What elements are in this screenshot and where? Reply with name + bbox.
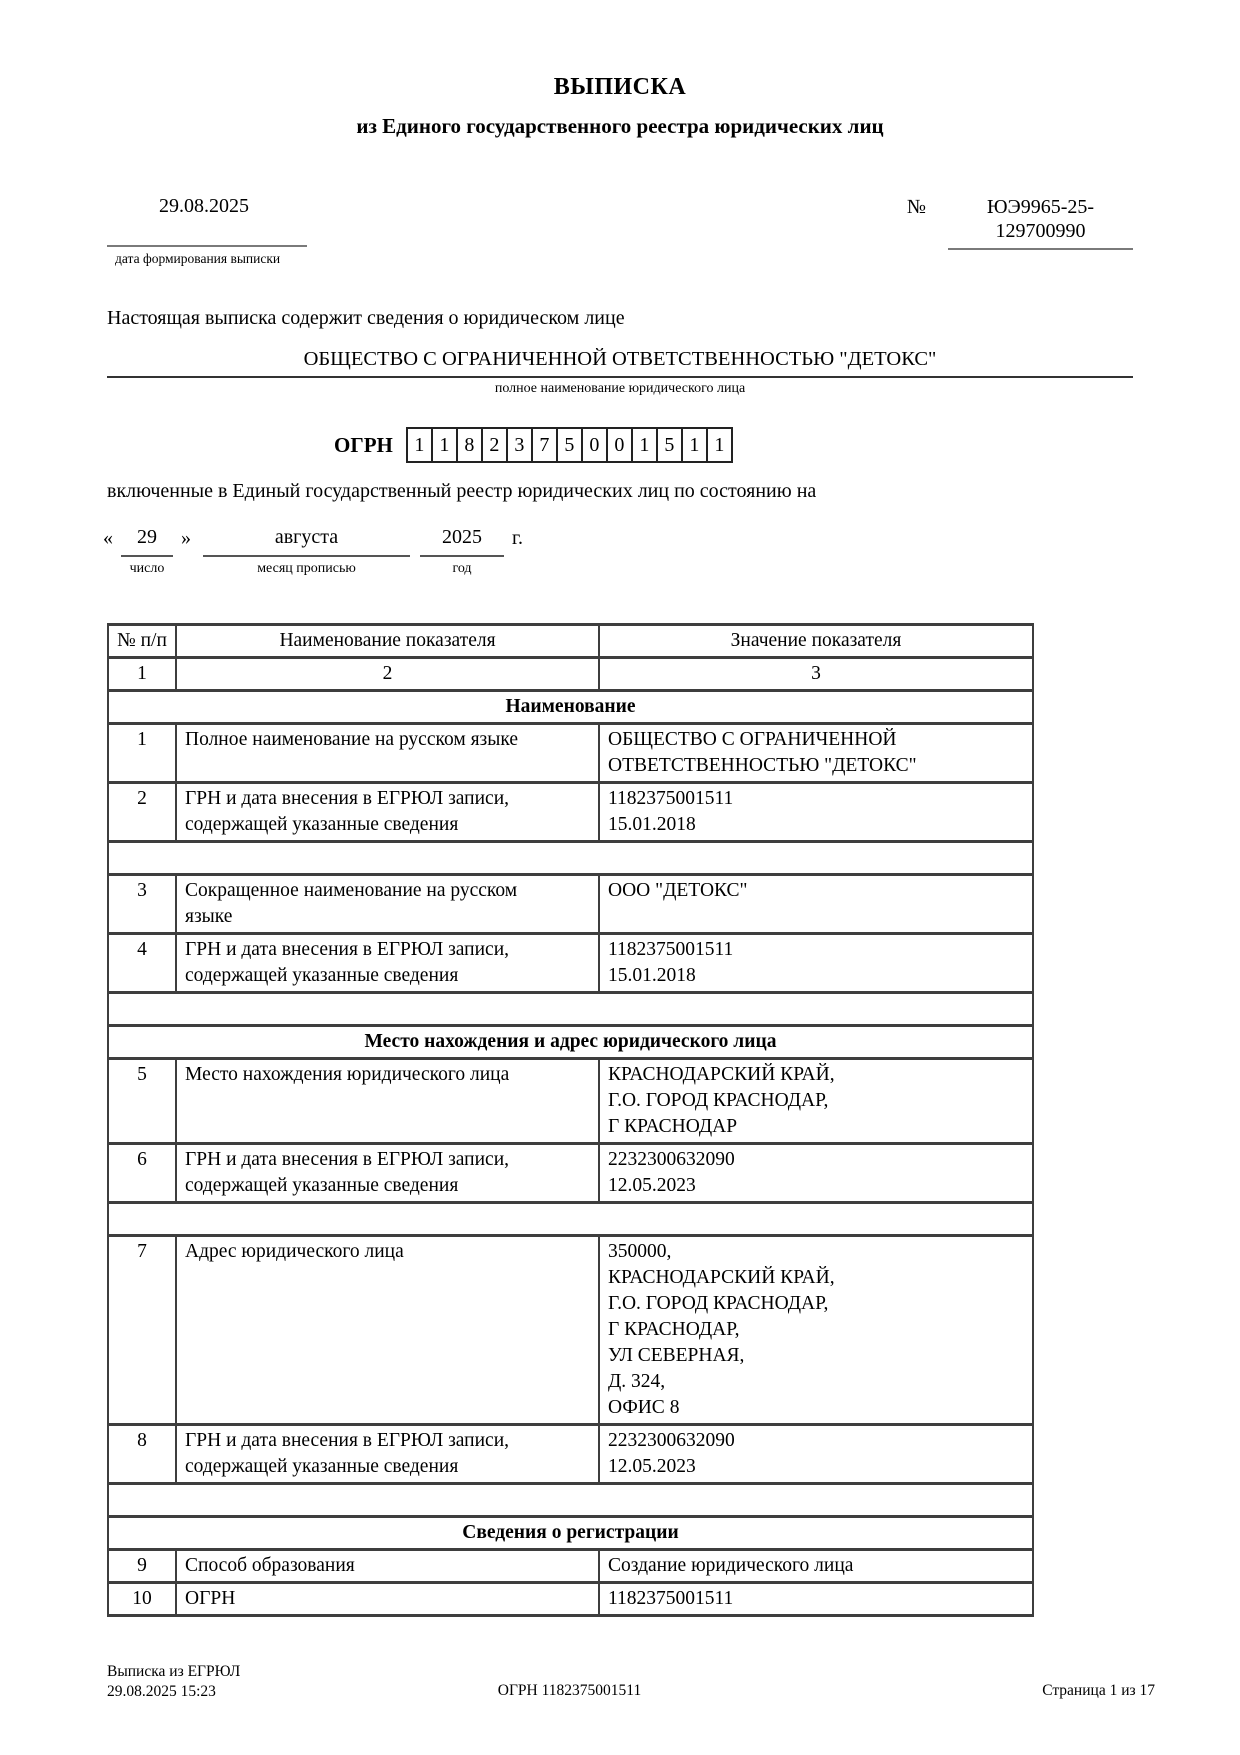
indicator-name-cell: ОГРН <box>176 1583 599 1616</box>
indicator-value-cell: 1182375001511 15.01.2018 <box>599 934 1033 993</box>
month-caption: месяц прописью <box>257 561 356 576</box>
ogrn-digit-boxes <box>406 427 733 463</box>
extract-number-line2: 129700990 <box>995 220 1086 242</box>
indicator-name-cell: ГРН и дата внесения в ЕГРЮЛ записи, содержащей указанные сведения <box>176 934 599 993</box>
indicator-value-cell: 350000, КРАСНОДАРСКИЙ КРАЙ, Г.О. ГОРОД КРАСНОДАР, Г КРАСНОДАР, УЛ СЕВЕРНАЯ, Д. 324, ОФИС 8 <box>599 1236 1033 1425</box>
document-subtitle: из Единого государственного реестра юридических лиц <box>356 114 884 138</box>
spacer-cell <box>108 1484 1033 1517</box>
indicator-name-cell: ГРН и дата внесения в ЕГРЮЛ записи, содержащей указанные сведения <box>176 783 599 842</box>
month-field <box>203 526 410 577</box>
year-caption: год <box>452 561 472 576</box>
ogrn-digit-box: 0 <box>581 427 608 463</box>
company-full-name: ОБЩЕСТВО С ОГРАНИЧЕННОЙ ОТВЕТСТВЕННОСТЬЮ "ДЕТОКС" <box>303 348 937 370</box>
row-number-cell: 5 <box>108 1059 176 1144</box>
indicator-value-cell: ОБЩЕСТВО С ОГРАНИЧЕННОЙ ОТВЕТСТВЕННОСТЬЮ "ДЕТОКС" <box>599 724 1033 783</box>
indicator-value-cell: 2232300632090 12.05.2023 <box>599 1425 1033 1484</box>
year-underline <box>420 555 504 557</box>
intro-line: Настоящая выписка содержит сведения о юридическом лице <box>107 307 625 329</box>
indicator-value-cell: ООО "ДЕТОКС" <box>599 875 1033 934</box>
row-number-cell: 7 <box>108 1236 176 1425</box>
row-number-cell: 3 <box>108 875 176 934</box>
row-number-cell: 8 <box>108 1425 176 1484</box>
company-name-caption: полное наименование юридического лица <box>494 381 746 396</box>
day-value: 29 <box>137 526 157 548</box>
as-of-line: включенные в Единый государственный реестр юридических лиц по состоянию на <box>107 480 817 502</box>
year-field <box>420 526 504 577</box>
indicator-value-cell: 1182375001511 <box>599 1583 1033 1616</box>
col-header-num: № п/п <box>108 625 176 658</box>
section-title: Место нахождения и адрес юридического лица <box>108 1026 1033 1059</box>
table-data-row <box>108 1550 1033 1583</box>
table-data-row <box>108 724 1033 783</box>
column-numbers-row <box>108 658 1033 691</box>
table-data-row <box>108 934 1033 993</box>
ogrn-digit-box: 5 <box>556 427 583 463</box>
col-header-value: Значение показателя <box>599 625 1033 658</box>
table-section-row <box>108 691 1033 724</box>
as-of-date-fields <box>103 526 1133 577</box>
ogrn-row <box>334 427 1240 463</box>
indicator-value-cell: 2232300632090 12.05.2023 <box>599 1144 1033 1203</box>
footer-doc-type: Выписка из ЕГРЮЛ <box>107 1663 241 1680</box>
ogrn-digit-box: 5 <box>656 427 683 463</box>
ogrn-label: ОГРН <box>334 432 393 457</box>
table-data-row <box>108 1425 1033 1484</box>
table-header-row <box>108 625 1033 658</box>
ogrn-digit-box: 1 <box>631 427 658 463</box>
month-underline <box>203 555 410 557</box>
indicator-value-cell: КРАСНОДАРСКИЙ КРАЙ, Г.О. ГОРОД КРАСНОДАР, Г КРАСНОДАР <box>599 1059 1033 1144</box>
section-title: Сведения о регистрации <box>108 1517 1033 1550</box>
company-name-block <box>107 348 1133 378</box>
egrul-table-body <box>108 625 1033 1616</box>
day-underline <box>121 555 173 557</box>
table-spacer-row <box>108 1484 1033 1517</box>
table-spacer-row <box>108 993 1033 1026</box>
extract-number-block <box>907 195 1133 250</box>
row-number-cell: 4 <box>108 934 176 993</box>
open-quote: « <box>103 527 113 549</box>
number-sign: № <box>906 196 926 218</box>
ogrn-digit-box: 8 <box>456 427 483 463</box>
col-header-name: Наименование показателя <box>176 625 599 658</box>
row-number-cell: 2 <box>108 783 176 842</box>
footer-page-number: Страница 1 из 17 <box>1042 1682 1155 1699</box>
year-suffix: г. <box>512 527 523 549</box>
ogrn-digit-box: 3 <box>506 427 533 463</box>
spacer-cell <box>108 842 1033 875</box>
extract-number-line1: ЮЭ9965-25- <box>986 196 1095 218</box>
row-number-cell: 6 <box>108 1144 176 1203</box>
indicator-name-cell: Адрес юридического лица <box>176 1236 599 1425</box>
col-number-2: 2 <box>176 658 599 691</box>
table-data-row <box>108 1059 1033 1144</box>
row-number-cell: 1 <box>108 724 176 783</box>
egrul-table <box>107 623 1034 1617</box>
table-data-row <box>108 875 1033 934</box>
ogrn-digit-box: 1 <box>431 427 458 463</box>
footer-datetime: 29.08.2025 15:23 <box>107 1682 216 1700</box>
extract-number-value <box>948 195 1133 243</box>
table-data-row <box>108 1583 1033 1616</box>
footer-ogrn: ОГРН 1182375001511 <box>497 1682 642 1699</box>
indicator-value-cell: Создание юридического лица <box>599 1550 1033 1583</box>
table-data-row <box>108 783 1033 842</box>
table-section-row <box>108 1517 1033 1550</box>
day-caption: число <box>129 561 165 576</box>
month-value: августа <box>274 526 339 548</box>
row-number-cell: 10 <box>108 1583 176 1616</box>
indicator-name-cell: Способ образования <box>176 1550 599 1583</box>
ogrn-digit-box: 1 <box>681 427 708 463</box>
indicator-value-cell: 1182375001511 15.01.2018 <box>599 783 1033 842</box>
day-field <box>121 526 173 577</box>
indicator-name-cell: Полное наименование на русском языке <box>176 724 599 783</box>
spacer-cell <box>108 993 1033 1026</box>
close-quote: » <box>181 527 191 549</box>
ogrn-digit-box: 1 <box>406 427 433 463</box>
formation-date-underline <box>107 245 307 247</box>
header-meta-row <box>107 195 1133 267</box>
indicator-name-cell: ГРН и дата внесения в ЕГРЮЛ записи, содержащей указанные сведения <box>176 1144 599 1203</box>
section-title: Наименование <box>108 691 1033 724</box>
extract-number-underline <box>948 248 1133 250</box>
formation-date-caption: дата формирования выписки <box>115 251 281 266</box>
ogrn-digit-box: 2 <box>481 427 508 463</box>
col-number-1: 1 <box>108 658 176 691</box>
ogrn-digit-box: 7 <box>531 427 558 463</box>
table-data-row <box>108 1236 1033 1425</box>
table-spacer-row <box>108 842 1033 875</box>
year-value: 2025 <box>442 526 482 548</box>
ogrn-digit-box: 1 <box>706 427 733 463</box>
indicator-name-cell: Сокращенное наименование на русском языке <box>176 875 599 934</box>
ogrn-digit-box: 0 <box>606 427 633 463</box>
indicator-name-cell: Место нахождения юридического лица <box>176 1059 599 1144</box>
col-number-3: 3 <box>599 658 1033 691</box>
document-title: ВЫПИСКА <box>553 74 687 100</box>
table-section-row <box>108 1026 1033 1059</box>
table-spacer-row <box>108 1203 1033 1236</box>
indicator-name-cell: ГРН и дата внесения в ЕГРЮЛ записи, содержащей указанные сведения <box>176 1425 599 1484</box>
formation-date-value: 29.08.2025 <box>159 195 249 217</box>
row-number-cell: 9 <box>108 1550 176 1583</box>
table-data-row <box>108 1144 1033 1203</box>
spacer-cell <box>108 1203 1033 1236</box>
formation-date-block <box>107 195 307 267</box>
